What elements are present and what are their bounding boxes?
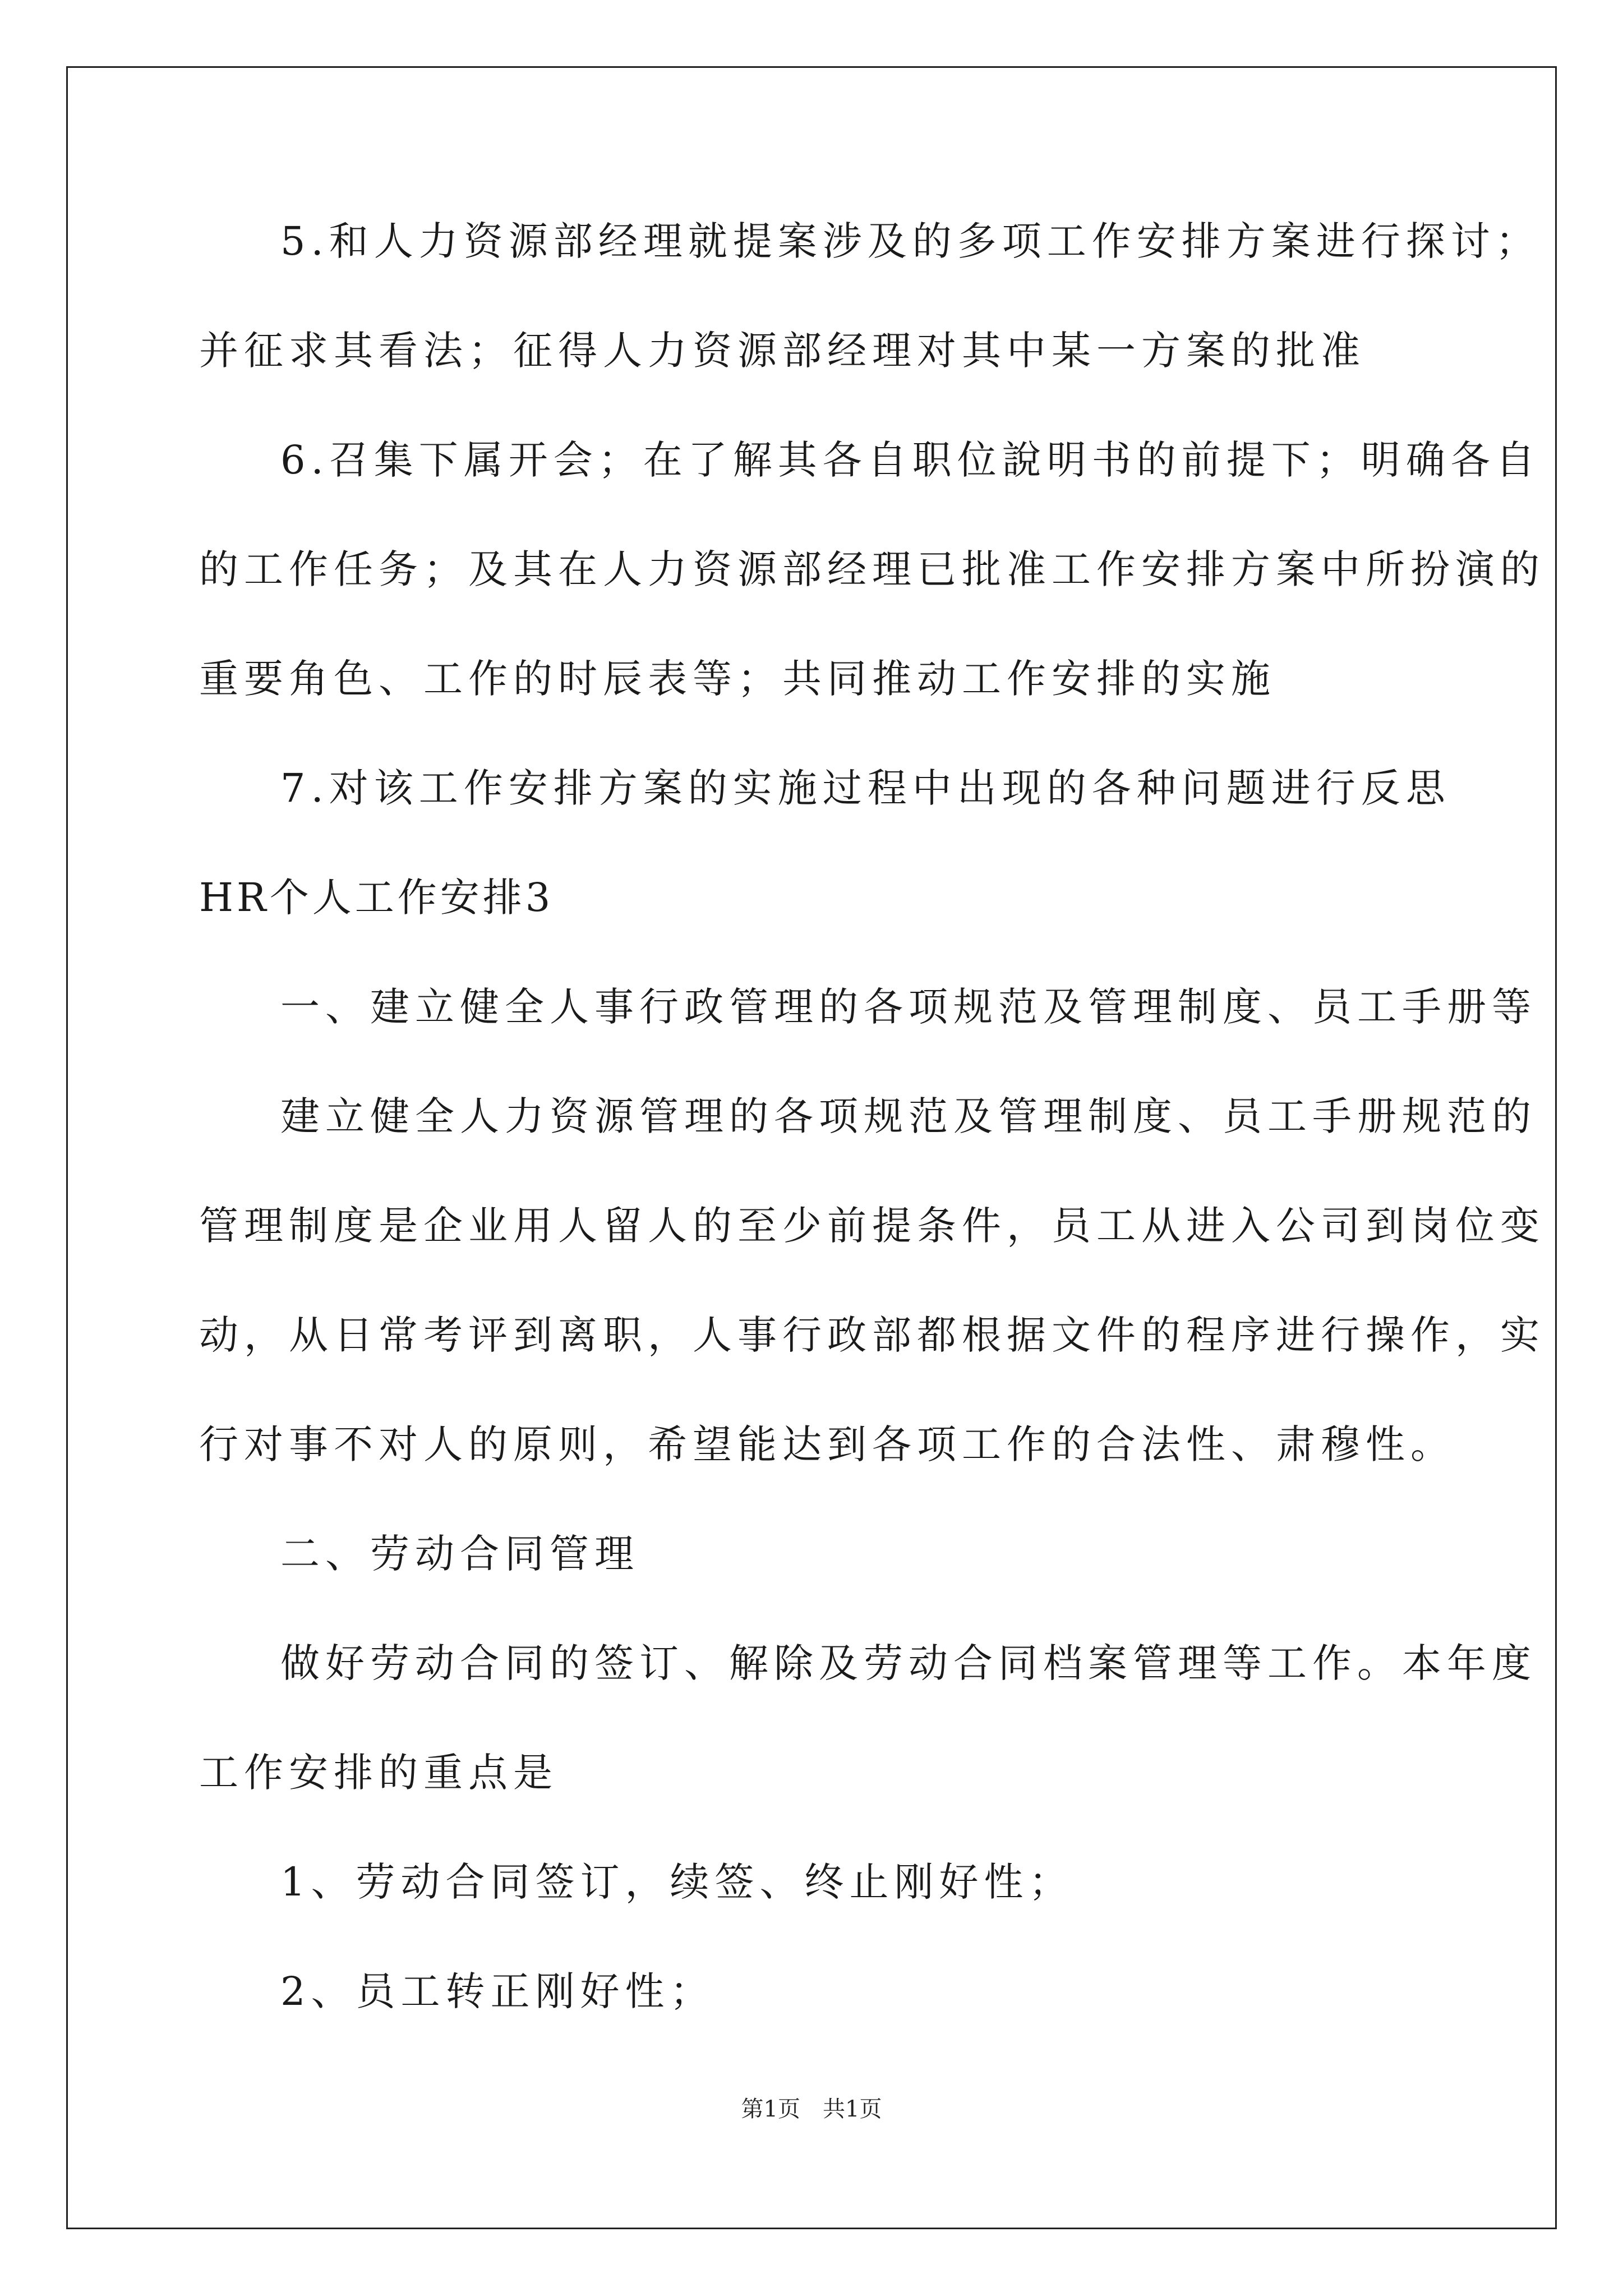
paragraph-line-rules-b: 管理制度是企业用人留人的至少前提条件，员工从进入公司到岗位变	[199, 1203, 1545, 1249]
subheading-two: 二、劳动合同管理	[280, 1531, 639, 1577]
document-body	[199, 218, 1545, 2081]
paragraph-line-contract-a: 做好劳动合同的签订、解除及劳动合同档案管理等工作。本年度	[280, 1640, 1537, 1686]
paragraph-line-item-6-b: 的工作任务；及其在人力资源部经理已批准工作安排方案中所扮演的	[199, 546, 1545, 592]
page-footer: 第1页 共1页	[741, 2096, 882, 2122]
paragraph-line-item-6-a: 6.召集下属开会；在了解其各自职位說明书的前提下；明确各自	[280, 437, 1541, 483]
paragraph-line-contract-b: 工作安排的重点是	[199, 1750, 558, 1796]
paragraph-line-item-5-b: 并征求其看法；征得人力资源部经理对其中某一方案的批准	[199, 328, 1366, 374]
paragraph-line-item-5-a: 5.和人力资源部经理就提案涉及的多项工作安排方案进行探讨；	[280, 218, 1541, 264]
paragraph-line-rules-a: 建立健全人力资源管理的各项规范及管理制度、员工手册规范的	[280, 1093, 1537, 1139]
paragraph-line-item-7: 7.对该工作安排方案的实施过程中出现的各种问题进行反思	[280, 765, 1451, 811]
list-item-2: 2、员工转正刚好性；	[280, 1968, 715, 2014]
section-heading: HR个人工作安排3	[199, 875, 554, 921]
subheading-one: 一、建立健全人事行政管理的各项规范及管理制度、员工手册等	[280, 984, 1537, 1030]
paragraph-line-rules-c: 动，从日常考评到离职，人事行政部都根据文件的程序进行操作，实	[199, 1312, 1545, 1358]
list-item-1: 1、劳动合同签订，续签、终止刚好性；	[280, 1859, 1074, 1905]
paragraph-line-item-6-c: 重要角色、工作的时辰表等；共同推动工作安排的实施	[199, 656, 1276, 702]
paragraph-line-rules-d: 行对事不对人的原则，希望能达到各项工作的合法性、肃穆性。	[199, 1421, 1455, 1467]
